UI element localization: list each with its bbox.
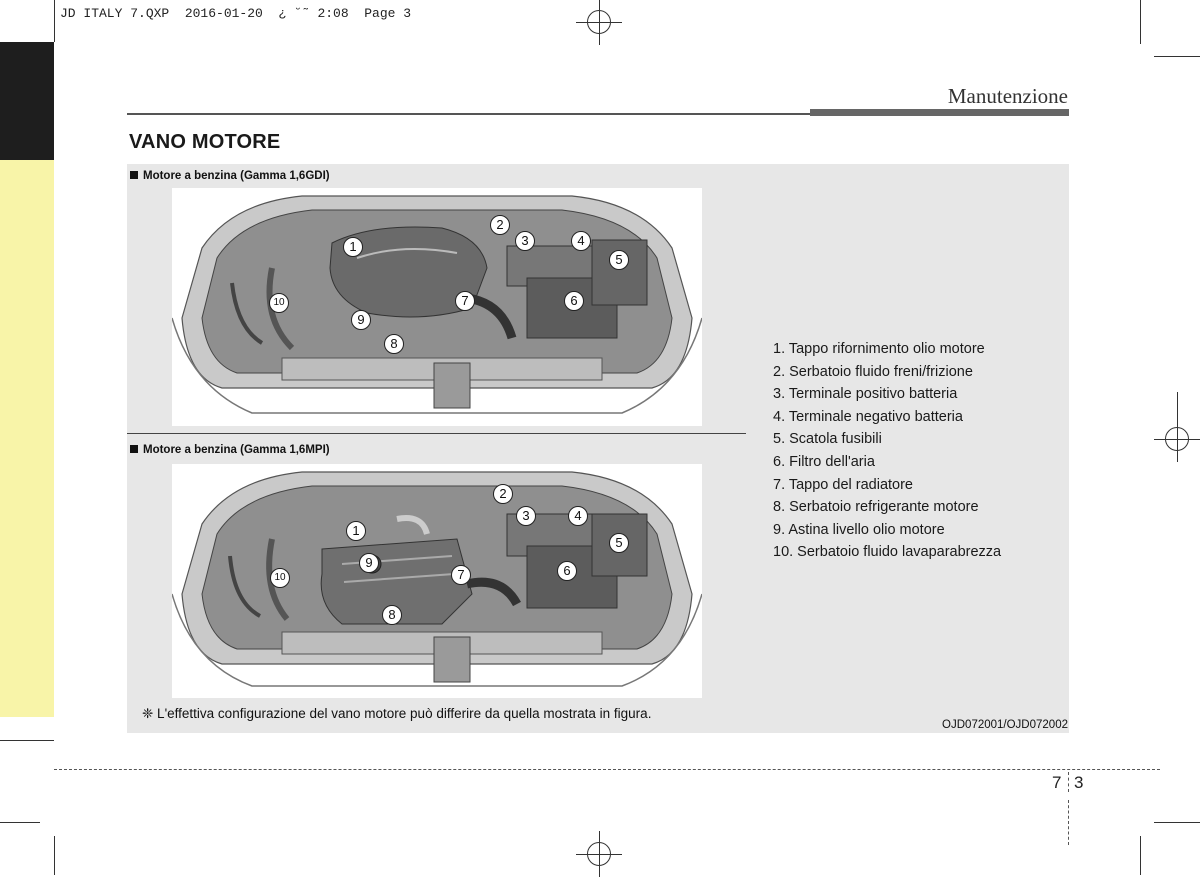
callout-1: 1 bbox=[346, 521, 366, 541]
legend-item: 8. Serbatoio refrigerante motore bbox=[773, 499, 979, 516]
registration-mark-icon bbox=[587, 10, 611, 34]
figure-label-mpi: Motore a benzina (Gamma 1,6MPI) bbox=[130, 444, 330, 456]
footer-dashed-rule bbox=[54, 769, 1160, 770]
callout-5: 5 bbox=[609, 533, 629, 553]
callout-7: 7 bbox=[455, 291, 475, 311]
callout-10: 10 bbox=[269, 293, 289, 313]
legend-item: 2. Serbatoio fluido freni/frizione bbox=[773, 363, 973, 380]
page-title: VANO MOTORE bbox=[129, 131, 281, 153]
callout-4: 4 bbox=[568, 506, 588, 526]
crop-mark bbox=[1177, 392, 1178, 422]
callout-3: 3 bbox=[515, 231, 535, 251]
crop-mark bbox=[54, 0, 55, 42]
component-legend bbox=[773, 338, 1001, 564]
chapter-tab bbox=[0, 42, 54, 160]
callout-1: 1 bbox=[343, 237, 363, 257]
legend-item: 1. Tappo rifornimento olio motore bbox=[773, 341, 985, 357]
header-rule-thick bbox=[810, 109, 1069, 116]
legend-item: 6. Filtro dell'aria bbox=[773, 453, 875, 470]
legend-item: 9. Astina livello olio motore bbox=[773, 521, 945, 538]
page-number: 3 bbox=[1074, 773, 1084, 792]
crop-mark bbox=[54, 836, 55, 875]
legend-item: 10. Serbatoio fluido lavaparabrezza bbox=[773, 544, 1002, 561]
legend-item: 4. Terminale negativo batteria bbox=[773, 408, 963, 425]
chapter-tab-yellow bbox=[0, 160, 54, 717]
registration-mark-icon bbox=[1165, 427, 1189, 451]
legend-item: 7. Tappo del radiatore bbox=[773, 476, 914, 493]
engine-illustration-gdi bbox=[172, 188, 702, 426]
callout-9: 9 bbox=[359, 553, 379, 573]
crop-mark bbox=[1154, 56, 1200, 57]
crop-mark bbox=[0, 822, 40, 823]
callout-9: 9 bbox=[351, 310, 371, 330]
callout-6: 6 bbox=[564, 291, 584, 311]
crop-mark bbox=[1154, 822, 1200, 823]
callout-3: 3 bbox=[516, 506, 536, 526]
registration-mark-icon bbox=[587, 842, 611, 866]
crop-mark bbox=[1140, 836, 1141, 875]
footer-dashed-rule-vertical bbox=[1068, 800, 1069, 845]
figure-label-gdi: Motore a benzina (Gamma 1,6GDI) bbox=[130, 170, 330, 182]
figure-code: OJD072001/OJD072002 bbox=[942, 719, 1068, 731]
callout-10: 10 bbox=[270, 568, 290, 588]
figure-divider bbox=[127, 433, 746, 434]
callout-6: 6 bbox=[557, 561, 577, 581]
chapter-number: 7 bbox=[1052, 773, 1062, 792]
configuration-note: ❈ L'effettiva configurazione del vano motore può differire da quella mostrata in figura. bbox=[142, 706, 652, 721]
callout-2: 2 bbox=[493, 484, 513, 504]
crop-mark bbox=[1140, 0, 1141, 44]
print-header: JD ITALY 7.QXP 2016-01-20 ¿ ˘˜ 2:08 Page 3 bbox=[60, 6, 412, 21]
callout-7: 7 bbox=[451, 565, 471, 585]
page-number-separator bbox=[1068, 772, 1069, 792]
legend-item: 5. Scatola fusibili bbox=[773, 431, 882, 448]
callout-2: 2 bbox=[490, 215, 510, 235]
callout-4: 4 bbox=[571, 231, 591, 251]
engine-illustration-mpi bbox=[172, 464, 702, 698]
legend-item: 3. Terminale positivo batteria bbox=[773, 386, 958, 403]
callout-8: 8 bbox=[384, 334, 404, 354]
callout-5: 5 bbox=[609, 250, 629, 270]
crop-mark bbox=[0, 740, 54, 741]
callout-8: 8 bbox=[382, 605, 402, 625]
section-title: Manutenzione bbox=[947, 84, 1068, 108]
